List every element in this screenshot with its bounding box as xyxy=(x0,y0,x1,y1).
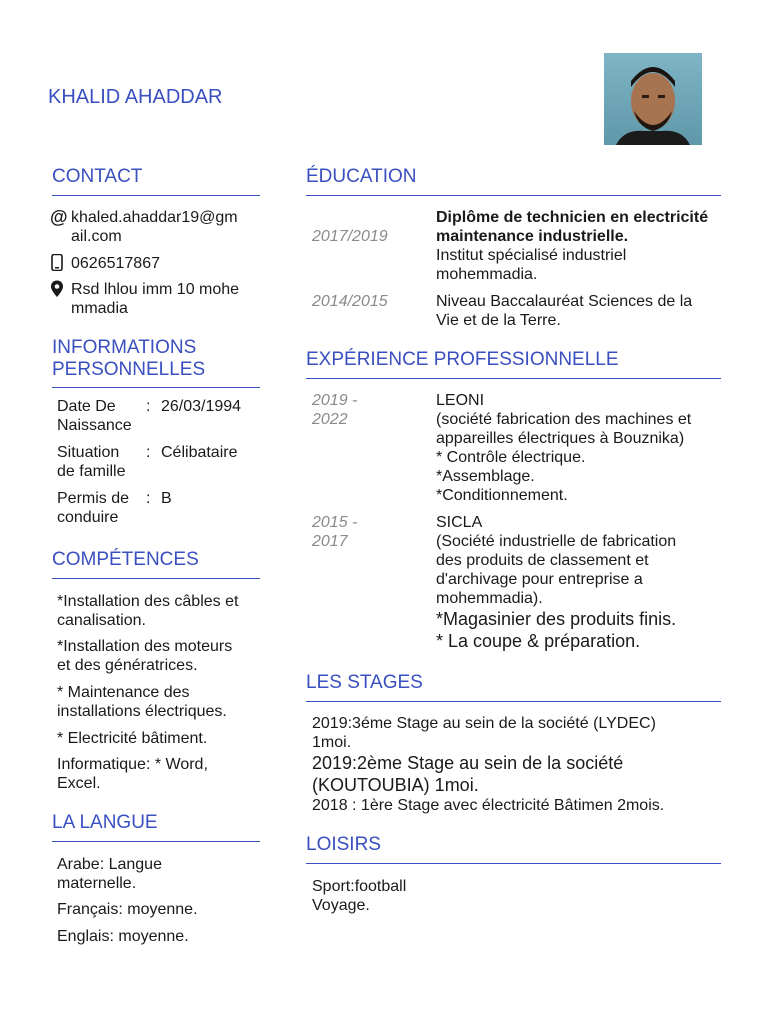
experience-2-line-2: des produits de classement et xyxy=(436,552,649,569)
skill-2-line-2: et des génératrices. xyxy=(57,657,198,674)
personal-info-divider xyxy=(52,387,260,388)
experience-2-line-4: mohemmadia). xyxy=(436,590,543,607)
experience-1-line-5: *Conditionnement. xyxy=(436,487,568,504)
education-date: 2017/2019 xyxy=(312,228,388,245)
education-heading: ÉDUCATION xyxy=(306,166,417,187)
hobbies-heading: LOISIRS xyxy=(306,834,381,855)
skill-item xyxy=(57,729,207,748)
internship-2-line-2: (KOUTOUBIA) 1moi. xyxy=(312,775,479,795)
education-entry xyxy=(436,208,708,284)
skill-3-line-1: * Maintenance des xyxy=(57,684,190,701)
experience-2-company: SICLA xyxy=(436,514,483,531)
hobby-2: Voyage. xyxy=(312,897,370,914)
skill-item xyxy=(57,637,232,675)
internship-1-line-1: 2019:3éme Stage au sein de la société (LYDEC) xyxy=(312,715,656,732)
experience-2-date-2: 2017 xyxy=(312,533,348,550)
hobbies-divider xyxy=(306,863,721,864)
birthdate-label-1: Date De xyxy=(57,398,116,415)
family-value: Célibataire xyxy=(161,444,238,461)
skill-1-line-1: *Installation des câbles et xyxy=(57,593,239,610)
education-1-detail-2: mohemmadia. xyxy=(436,266,538,283)
internships-list xyxy=(312,714,664,815)
personal-info-heading-line-1: INFORMATIONS xyxy=(52,337,197,358)
personal-info-heading xyxy=(52,337,205,381)
language-1-line-2: maternelle. xyxy=(57,875,137,892)
languages-heading: LA LANGUE xyxy=(52,812,158,833)
personal-info-heading-line-2: PERSONNELLES xyxy=(52,359,206,380)
contact-phone[interactable]: 0626517867 xyxy=(71,255,160,272)
email-line-2: ail.com xyxy=(71,228,122,245)
education-2-detail-2: Vie et de la Terre. xyxy=(436,312,561,329)
birthdate-value: 26/03/1994 xyxy=(161,398,242,415)
license-value: B xyxy=(161,490,172,507)
internships-divider xyxy=(306,701,721,702)
license-label-1: Permis de xyxy=(57,490,130,507)
birthdate-label-2: Naissance xyxy=(57,417,132,434)
candidate-name: KHALID AHADDAR xyxy=(48,86,223,108)
experience-1-line-4: *Assemblage. xyxy=(436,468,535,485)
education-1-detail-1: Institut spécialisé industriel xyxy=(436,247,627,264)
experience-2-big-line-2: * La coupe & préparation. xyxy=(436,631,641,651)
experience-2-big-line-1: *Magasinier des produits finis. xyxy=(436,609,677,629)
family-label-1: Situation xyxy=(57,444,120,461)
license-sep: : xyxy=(146,490,151,507)
email-line-1: khaled.ahaddar19@gm xyxy=(71,209,238,226)
experience-1-date-1: 2019 - xyxy=(312,392,358,409)
internship-2-line-1: 2019:2ème Stage au sein de la société xyxy=(312,753,624,773)
skill-5-line-2: Excel. xyxy=(57,775,101,792)
hobby-1: Sport:football xyxy=(312,878,407,895)
experience-date xyxy=(312,513,357,551)
experience-entry xyxy=(436,391,691,505)
internships-heading: LES STAGES xyxy=(306,672,423,693)
contact-address xyxy=(71,280,239,318)
education-1-title-1: Diplôme de technicien en electricité xyxy=(436,209,709,226)
experience-entry xyxy=(436,513,676,652)
skill-2-line-1: *Installation des moteurs xyxy=(57,638,233,655)
address-line-1: Rsd lhlou imm 10 mohe xyxy=(71,281,240,298)
experience-1-date-2: 2022 xyxy=(312,411,348,428)
hobbies-list xyxy=(312,877,406,915)
experience-1-line-2: appareilles électriques à Bouznika) xyxy=(436,430,685,447)
contact-divider xyxy=(52,195,260,196)
education-date: 2014/2015 xyxy=(312,293,388,310)
family-label-2: de famille xyxy=(57,463,126,480)
family-sep: : xyxy=(146,444,151,461)
skill-1-line-2: canalisation. xyxy=(57,612,146,629)
language-item xyxy=(57,855,162,893)
education-divider xyxy=(306,195,721,196)
internship-3-line-1: 2018 : 1ère Stage avec électricité Bâtimen 2mois. xyxy=(312,797,665,814)
experience-2-line-3: d'archivage pour entreprise a xyxy=(436,571,643,588)
skill-5-line-1: Informatique: * Word, xyxy=(57,756,208,773)
experience-1-line-3: * Contrôle électrique. xyxy=(436,449,586,466)
experience-date xyxy=(312,391,357,429)
experience-divider xyxy=(306,378,721,379)
at-sign-icon: @ xyxy=(50,207,68,227)
skill-item xyxy=(57,755,208,793)
profile-photo xyxy=(604,53,702,145)
internship-1-line-2: 1moi. xyxy=(312,734,352,751)
language-item: Français: moyenne. xyxy=(57,901,198,918)
language-item: Englais: moyenne. xyxy=(57,928,189,945)
location-pin-icon xyxy=(50,280,68,298)
license-label-2: conduire xyxy=(57,509,119,526)
experience-2-line-1: (Société industrielle de fabrication xyxy=(436,533,677,550)
skill-4-line-1: * Electricité bâtiment. xyxy=(57,730,208,747)
skill-3-line-2: installations électriques. xyxy=(57,703,227,720)
languages-divider xyxy=(52,841,260,842)
experience-1-company: LEONI xyxy=(436,392,485,409)
language-1-line-1: Arabe: Langue xyxy=(57,856,162,873)
contact-heading: CONTACT xyxy=(52,166,143,187)
skill-item xyxy=(57,592,238,630)
skill-item xyxy=(57,683,227,721)
experience-1-line-1: (société fabrication des machines et xyxy=(436,411,692,428)
education-2-detail-1: Niveau Baccalauréat Sciences de la xyxy=(436,293,693,310)
phone-icon xyxy=(51,254,69,272)
skills-divider xyxy=(52,578,260,579)
experience-2-date-1: 2015 - xyxy=(312,514,358,531)
experience-heading: EXPÉRIENCE PROFESSIONNELLE xyxy=(306,349,619,370)
skills-heading: COMPÉTENCES xyxy=(52,549,199,570)
birthdate-sep: : xyxy=(146,398,151,415)
education-1-title-2: maintenance industrielle. xyxy=(436,228,629,245)
address-line-2: mmadia xyxy=(71,300,128,317)
contact-email[interactable] xyxy=(71,208,238,246)
education-entry xyxy=(436,292,692,330)
